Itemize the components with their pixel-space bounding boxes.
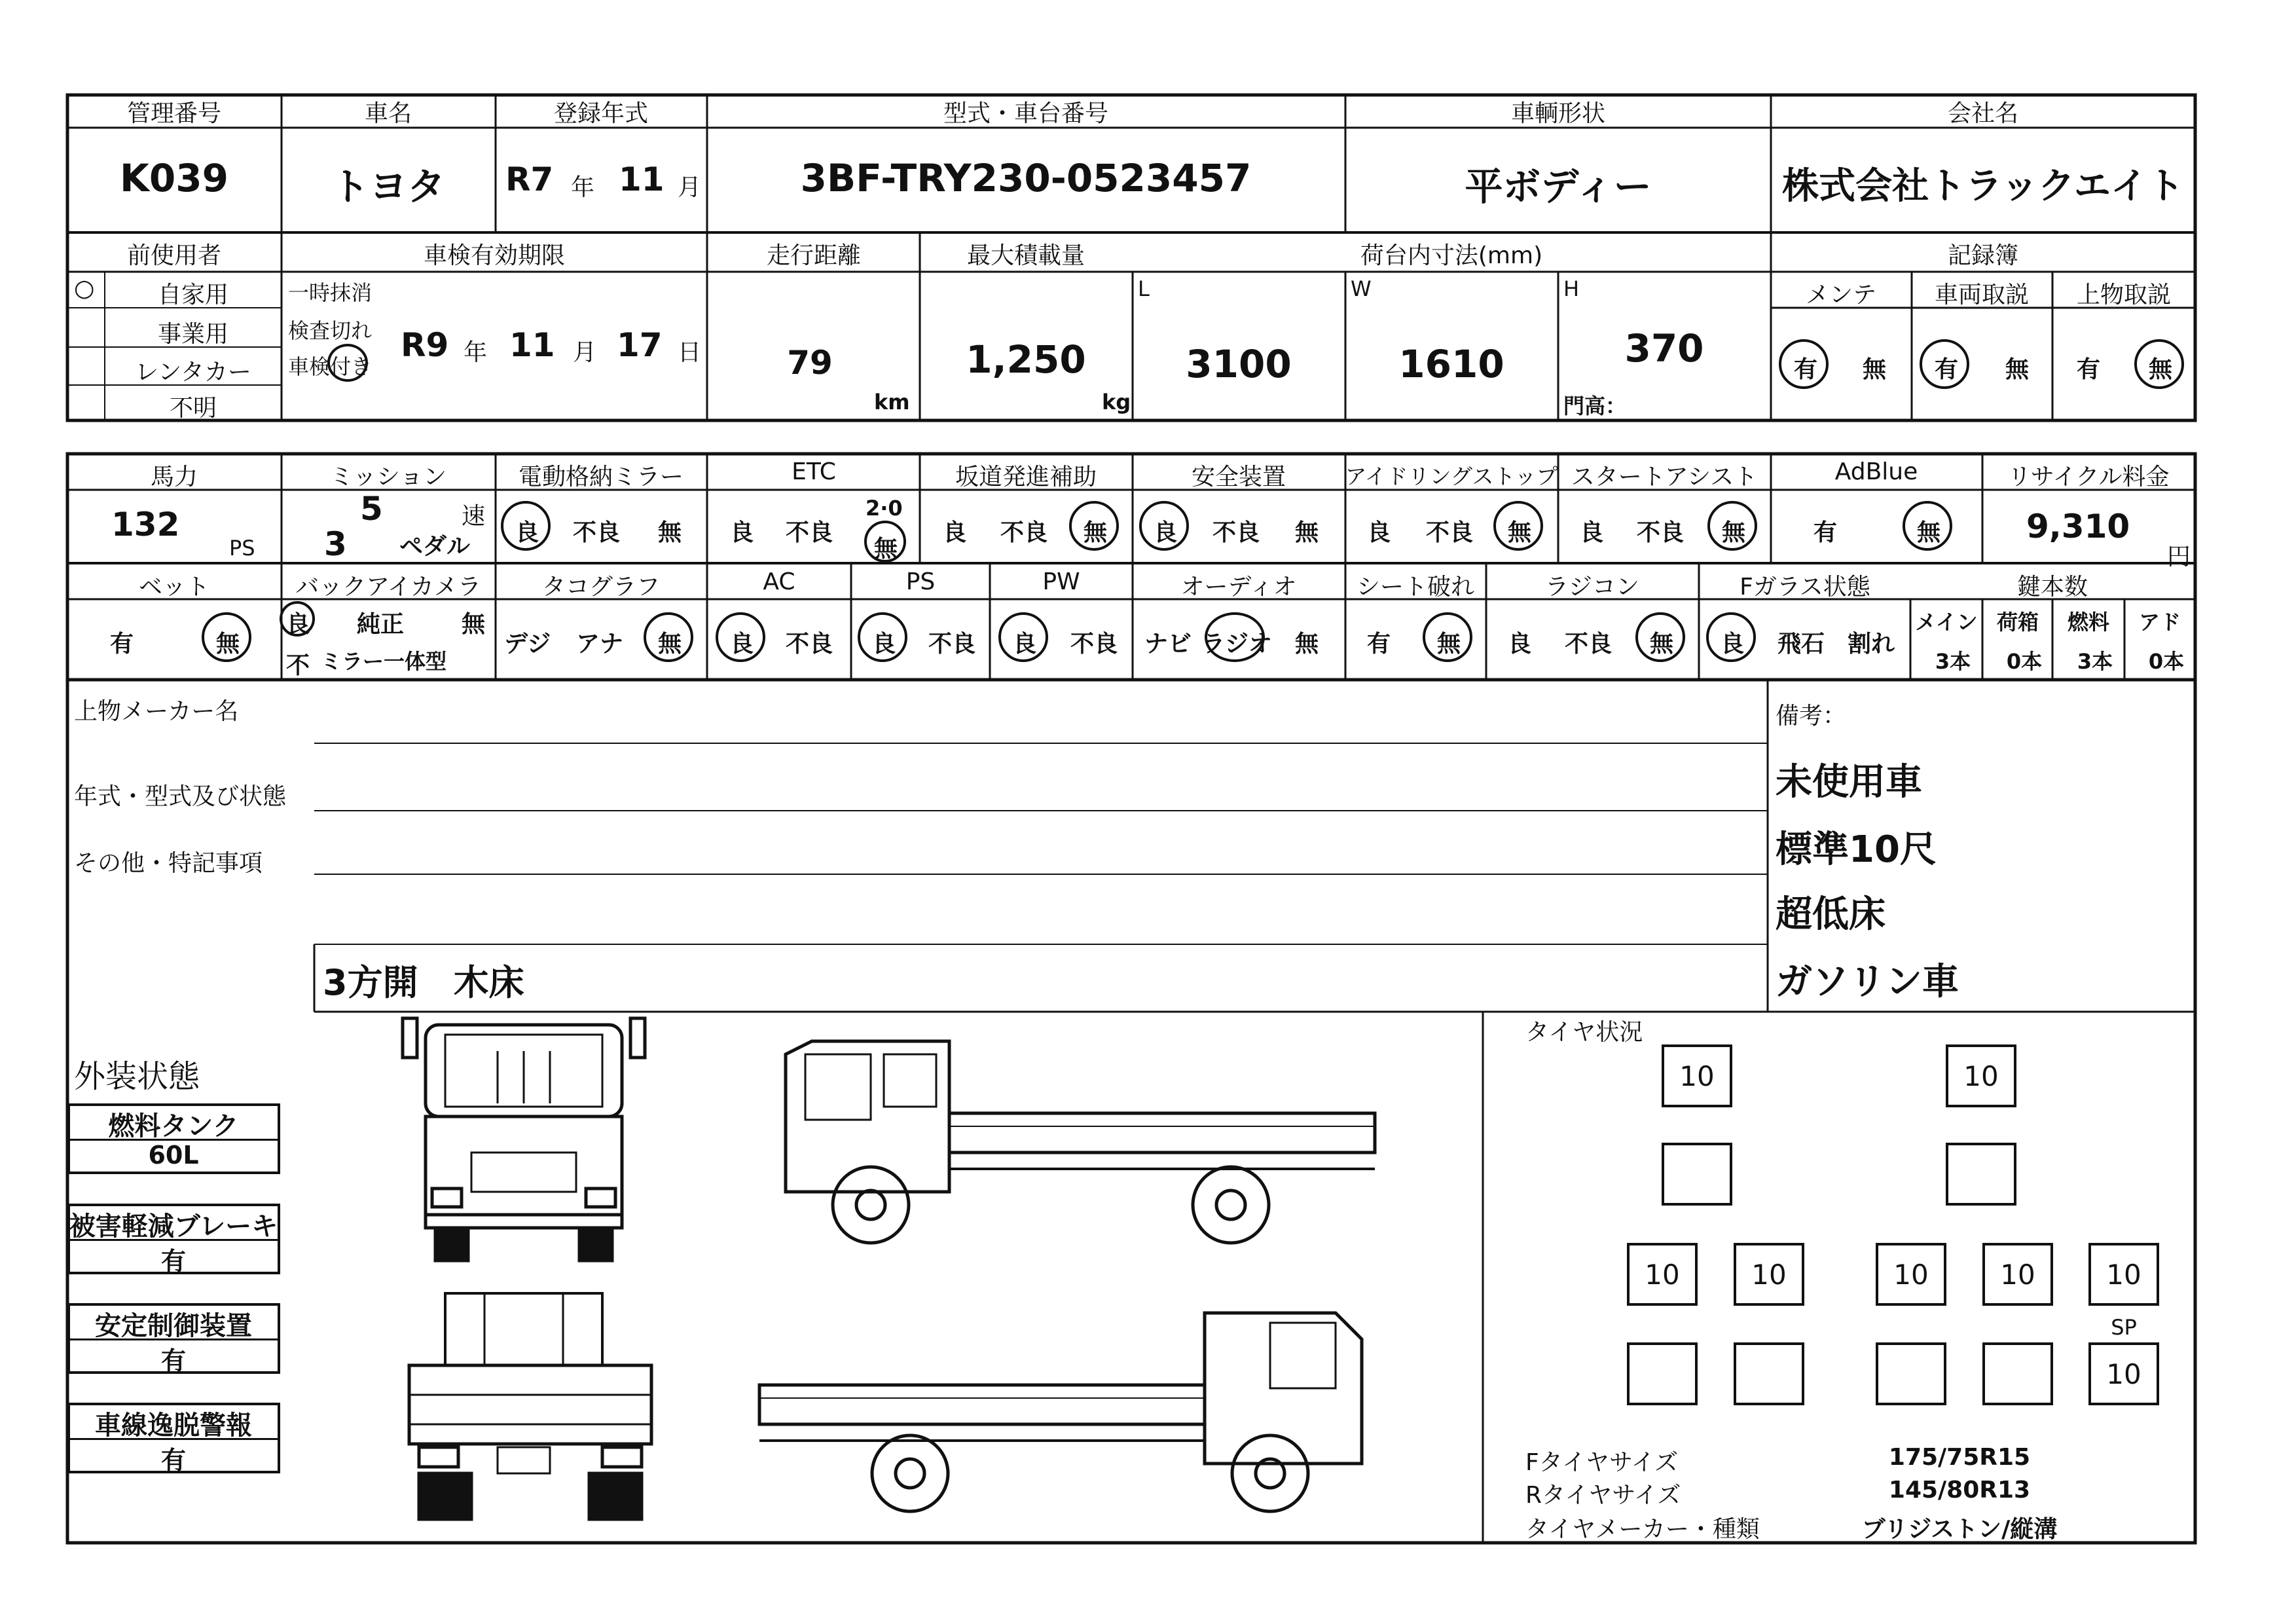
- reg-month-unit: 月: [678, 174, 702, 201]
- mirror-none: 無: [658, 519, 682, 546]
- camera-none: 無: [462, 611, 486, 638]
- inspection-deregistered: 一時抹消: [288, 280, 373, 305]
- label-year-model-state: 年式・型式及び状態: [74, 783, 287, 810]
- truck-left-side-view: [773, 1028, 1388, 1251]
- label-f-glass: Fガラス状態: [1740, 574, 1870, 600]
- recycle-fee: 9,310: [2026, 507, 2130, 545]
- label-safety: 安全装置: [1191, 464, 1286, 490]
- prev-user-business: 事業用: [157, 321, 229, 348]
- label-body-shape: 車輌形状: [1510, 100, 1606, 127]
- records-vehicle-have: 有: [1935, 356, 1959, 383]
- hp-unit: PS: [229, 536, 255, 561]
- label-adblue: AdBlue: [1834, 458, 1918, 485]
- r-tire-size-label: Rタイヤサイズ: [1525, 1482, 1681, 1509]
- records-body-none: 無: [2149, 356, 2173, 383]
- ac-bad: 不良: [786, 631, 833, 657]
- glass-crack: 割れ: [1848, 631, 1895, 657]
- label-start-assist: スタートアシスト: [1571, 464, 1758, 490]
- tacho-none: 無: [658, 631, 682, 657]
- exterior-title: 外装状態: [74, 1058, 200, 1095]
- label-mileage: 走行距離: [766, 242, 862, 269]
- ps-circle: [858, 612, 907, 662]
- label-bed: ベット: [138, 574, 210, 600]
- records-maint-have: 有: [1794, 356, 1818, 383]
- tacho-analog: アナ: [576, 631, 624, 657]
- records-vehicle-none: 無: [2005, 356, 2030, 383]
- label-company: 会社名: [1947, 100, 2019, 127]
- glass-circle: [1706, 612, 1756, 662]
- inspection-valid-circle: [327, 344, 368, 382]
- fuel-tank-label: 燃料タンク: [108, 1111, 239, 1141]
- idle-none: 無: [1508, 519, 1532, 546]
- tire-title: タイヤ状況: [1525, 1019, 1643, 1046]
- safety-good: 良: [1154, 519, 1178, 546]
- seat-none: 無: [1437, 631, 1461, 657]
- f-tire-size: 175/75R15: [1888, 1444, 2031, 1471]
- records-body-manual-label: 上物取説: [2076, 282, 2172, 308]
- tire-rear-right-inner: 10: [1876, 1243, 1946, 1306]
- mission-pedal-unit: ペダル: [399, 533, 471, 560]
- tire-rear-left-outer-2: [1627, 1342, 1698, 1405]
- remark-4: ガソリン車: [1776, 961, 1959, 1003]
- tire-maker: ブリジストン/縦溝: [1861, 1516, 2058, 1543]
- bed-H-label: H: [1563, 276, 1580, 301]
- etc-circle: [864, 521, 906, 563]
- label-bed-dims: 荷台内寸法(mm): [1360, 242, 1543, 269]
- mirror-circle: [501, 501, 551, 551]
- records-maint-none: 無: [1863, 356, 1887, 383]
- reg-era: R7: [505, 160, 554, 198]
- label-power-mirror: 電動格納ミラー: [518, 464, 684, 490]
- fuel-tank-value: 60L: [148, 1141, 199, 1170]
- remote-circle: [1635, 612, 1685, 662]
- records-body-have: 有: [2077, 356, 2101, 383]
- label-seat-tear: シート破れ: [1356, 574, 1475, 600]
- tire-front-left: 10: [1662, 1044, 1732, 1107]
- inspection-month-unit: 月: [573, 339, 597, 366]
- bed-none: 無: [216, 631, 240, 657]
- seat-circle: [1423, 612, 1472, 662]
- etc-good: 良: [730, 519, 754, 546]
- adblue-circle: [1903, 501, 1952, 551]
- tire-front-right: 10: [1946, 1044, 2016, 1107]
- inspection-era: R9: [401, 326, 449, 364]
- hill-circle: [1069, 501, 1119, 551]
- idle-circle: [1493, 501, 1543, 551]
- tacho-digital: デジ: [504, 631, 551, 657]
- label-tachograph: タコグラフ: [541, 574, 661, 600]
- key-main-count: 3本: [1935, 649, 1971, 674]
- seat-have: 有: [1367, 631, 1391, 657]
- prev-user-mark: ○: [74, 275, 95, 302]
- audio-navi: ナビ: [1144, 631, 1192, 657]
- label-records: 記録簿: [1947, 242, 2019, 269]
- inspection-year-unit: 年: [464, 339, 488, 366]
- camera-good: 良: [286, 611, 310, 638]
- tire-spare: 10: [2088, 1342, 2159, 1405]
- tire-rear-left-outer: 10: [1627, 1243, 1698, 1306]
- key-cargo-label: 荷箱: [1996, 610, 2039, 635]
- safety-circle: [1139, 501, 1189, 551]
- label-body-maker: 上物メーカー名: [74, 698, 239, 725]
- inspection-month: 11: [509, 326, 555, 364]
- idle-good: 良: [1367, 519, 1391, 546]
- mirror-bad: 不良: [573, 519, 621, 546]
- start-circle: [1707, 501, 1757, 551]
- audio-radio: ラジオ: [1201, 631, 1273, 657]
- body-note: 3方開 木床: [323, 962, 524, 1003]
- r-tire-size: 145/80R13: [1888, 1477, 2031, 1504]
- recycle-unit: 円: [2167, 544, 2191, 570]
- ps-good: 良: [872, 631, 896, 657]
- collision-brake-value: 有: [160, 1247, 187, 1276]
- label-max-load: 最大積載量: [966, 242, 1085, 269]
- truck-rear-view: [399, 1283, 674, 1532]
- bed-L-label: L: [1138, 276, 1150, 301]
- label-remote: ラジコン: [1544, 574, 1640, 600]
- key-adblue-count: 0本: [2148, 649, 2185, 674]
- label-idle-stop: アイドリングストップ: [1345, 464, 1558, 489]
- gate-height-label: 門高：: [1563, 394, 1627, 418]
- model-chassis: 3BF-TRY230-0523457: [800, 156, 1252, 200]
- prev-user-own: 自家用: [157, 282, 229, 308]
- collision-brake-label: 被害軽減ブレーキ: [69, 1211, 278, 1242]
- stability-control-label: 安定制御装置: [95, 1311, 252, 1341]
- label-model-chassis: 型式・車台番号: [943, 100, 1109, 127]
- hill-bad: 不良: [1000, 519, 1048, 546]
- bed-L: 3100: [1186, 342, 1292, 386]
- reg-month: 11: [619, 160, 665, 198]
- stability-control-value: 有: [160, 1346, 187, 1375]
- label-ps: PS: [905, 568, 936, 595]
- records-body-circle: [2134, 339, 2184, 389]
- etc-none: 無: [874, 536, 898, 563]
- prev-user-unknown: 不明: [169, 395, 217, 422]
- camera-mirror: ミラー一体型: [321, 649, 447, 674]
- ac-circle: [716, 612, 765, 662]
- label-pw: PW: [1042, 568, 1080, 595]
- remote-none: 無: [1650, 631, 1674, 657]
- label-reg-year: 登録年式: [553, 100, 649, 127]
- inspection-expired: 検査切れ: [288, 318, 373, 343]
- hill-none: 無: [1084, 519, 1108, 546]
- remark-2: 標準10尺: [1776, 828, 1937, 871]
- tire-rear-right-outer-2: [1982, 1342, 2053, 1405]
- key-adblue-label: アド: [2138, 610, 2181, 635]
- label-mission: ミッション: [329, 464, 447, 490]
- key-fuel-label: 燃料: [2067, 610, 2110, 635]
- f-tire-size-label: Fタイヤサイズ: [1525, 1449, 1679, 1476]
- start-good: 良: [1580, 519, 1604, 546]
- pw-bad: 不良: [1070, 631, 1118, 657]
- label-backup-camera: バックアイカメラ: [295, 574, 481, 600]
- lane-departure-value: 有: [160, 1446, 187, 1475]
- mgmt-no: K039: [119, 156, 229, 200]
- truck-front-view: [399, 1012, 674, 1267]
- mileage: 79: [787, 344, 833, 382]
- remote-bad: 不良: [1565, 631, 1613, 657]
- inspection-valid: 車検付き: [288, 354, 373, 379]
- records-vehicle-circle: [1920, 339, 1969, 389]
- car-name: トヨタ: [331, 164, 446, 209]
- bed-have: 有: [110, 631, 134, 657]
- tire-front-left-inner: [1662, 1143, 1732, 1206]
- lane-departure-label: 車線逸脱警報: [95, 1411, 252, 1441]
- mileage-unit: km: [874, 390, 910, 415]
- label-ac: AC: [763, 568, 795, 595]
- pw-good: 良: [1013, 631, 1037, 657]
- truck-right-side-view: [746, 1293, 1388, 1516]
- tire-rear-left-inner-2: [1734, 1342, 1804, 1405]
- glass-chip: 飛石: [1777, 631, 1825, 657]
- mission-pedal: 3: [324, 525, 347, 563]
- audio-circle: [1205, 612, 1265, 662]
- tire-front-right-inner: [1946, 1143, 2016, 1206]
- max-load-unit: kg: [1102, 390, 1131, 415]
- key-fuel-count: 3本: [2077, 649, 2113, 674]
- label-etc: ETC: [792, 458, 836, 485]
- mission-speed-unit: 速: [462, 503, 486, 530]
- label-other-notes: その他・特記事項: [74, 850, 263, 877]
- tacho-circle: [644, 612, 693, 662]
- records-maint-label: メンテ: [1805, 282, 1877, 308]
- bed-H: 370: [1624, 326, 1704, 371]
- mirror-good: 良: [515, 519, 539, 546]
- remark-3: 超低床: [1776, 893, 1886, 936]
- hill-good: 良: [943, 519, 967, 546]
- inspection-day-unit: 日: [678, 339, 702, 366]
- company: 株式会社トラックエイト: [1782, 165, 2184, 208]
- tire-rear-left-inner: 10: [1734, 1243, 1804, 1306]
- label-car-name: 車名: [364, 100, 412, 127]
- adblue-have: 有: [1813, 519, 1838, 546]
- safety-bad: 不良: [1212, 519, 1260, 546]
- label-inspection: 車検有効期限: [423, 242, 566, 269]
- idle-bad: 不良: [1426, 519, 1474, 546]
- bed-W-label: W: [1351, 276, 1372, 301]
- label-remarks: 備考：: [1776, 703, 1847, 729]
- tire-rear-right-inner-2: [1876, 1342, 1946, 1405]
- bed-circle: [202, 612, 251, 662]
- prev-user-rental: レンタカー: [135, 359, 251, 386]
- ac-good: 良: [730, 631, 754, 657]
- label-audio: オーディオ: [1180, 574, 1297, 600]
- label-hp: 馬力: [150, 464, 198, 490]
- label-mgmt-no: 管理番号: [126, 100, 222, 127]
- mission-speed: 5: [360, 490, 383, 528]
- label-hill-assist: 坂道発進補助: [955, 464, 1097, 490]
- pw-circle: [998, 612, 1048, 662]
- hp: 132: [111, 506, 180, 544]
- key-main-label: メイン: [1915, 610, 1978, 635]
- label-keys: 鍵本数: [2016, 574, 2088, 600]
- start-none: 無: [1722, 519, 1746, 546]
- audio-none: 無: [1295, 631, 1319, 657]
- label-recycle: リサイクル料金: [2007, 464, 2170, 490]
- tire-extra-top: 10: [2088, 1243, 2159, 1306]
- tire-maker-label: タイヤメーカー・種類: [1525, 1516, 1760, 1543]
- camera-circle: [280, 601, 315, 637]
- label-prev-user: 前使用者: [126, 242, 222, 269]
- tire-rear-right-outer: 10: [1982, 1243, 2053, 1306]
- key-cargo-count: 0本: [2006, 649, 2043, 674]
- etc-bad: 不良: [786, 519, 833, 546]
- ps-bad: 不良: [928, 631, 976, 657]
- records-maint-circle: [1779, 339, 1829, 389]
- start-bad: 不良: [1637, 519, 1685, 546]
- etc-version: 2·0: [866, 496, 903, 521]
- body-shape: 平ボディー: [1465, 164, 1652, 209]
- remark-1: 未使用車: [1776, 761, 1922, 803]
- remote-good: 良: [1508, 631, 1532, 657]
- max-load: 1,250: [966, 337, 1086, 382]
- glass-good: 良: [1721, 631, 1745, 657]
- records-vehicle-manual-label: 車両取説: [1934, 282, 2030, 308]
- spare-label: SP: [2111, 1315, 2137, 1340]
- safety-none: 無: [1295, 519, 1319, 546]
- camera-genuine: 純正: [357, 611, 405, 638]
- adblue-none: 無: [1917, 519, 1941, 546]
- inspection-day: 17: [617, 326, 663, 364]
- reg-year-unit: 年: [571, 174, 595, 201]
- camera-not: 不: [286, 652, 310, 679]
- bed-W: 1610: [1398, 342, 1504, 386]
